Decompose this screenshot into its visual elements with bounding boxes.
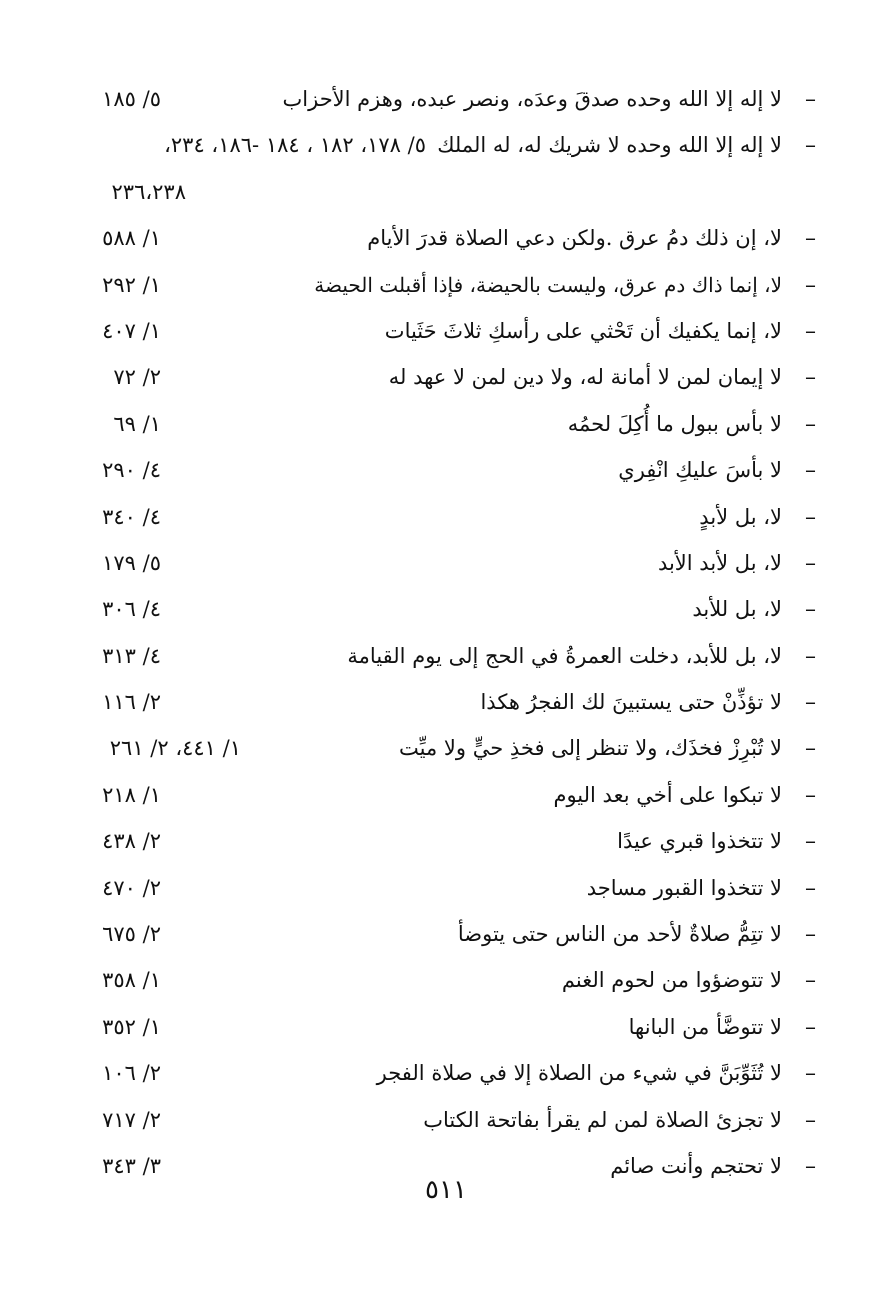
- entry-dash: –: [805, 922, 816, 948]
- entry-dash: –: [805, 1153, 816, 1179]
- index-entry: [70, 496, 816, 542]
- entry-dash: –: [805, 1014, 816, 1040]
- entry-dash: –: [805, 458, 816, 484]
- entry-dash: –: [805, 133, 816, 159]
- index-entry: [70, 588, 816, 634]
- index-entry-continuation: [70, 171, 816, 217]
- entry-text: لا إله إلا الله وحده لا شريك له، له الملك: [437, 133, 782, 158]
- entry-dash: –: [805, 875, 816, 901]
- index-entry: [70, 959, 816, 1005]
- entry-text: لا تُثَوِّبَنَّ في شيء من الصلاة إلا في صلاة الفجر: [376, 1061, 782, 1086]
- index-entry: [70, 820, 816, 866]
- index-entry: [70, 78, 816, 124]
- entry-reference: ٢/ ٦٧٥: [102, 922, 161, 947]
- entry-dash: –: [805, 1061, 816, 1087]
- entry-dash: –: [805, 504, 816, 530]
- entry-text: لا إله إلا الله وحده صدقَ وعدَه، ونصر عبده، وهزم الأحزاب: [282, 87, 782, 111]
- index-entry: [70, 264, 816, 310]
- entry-text: لا تتِمُّ صلاةٌ لأحد من الناس حتى يتوضأ: [457, 922, 782, 947]
- entry-dash: –: [805, 272, 816, 298]
- index-entry: [70, 635, 816, 681]
- index-entry: [70, 913, 816, 959]
- entry-text: لا، إنما ذاك دم عرق، وليست بالحيضة، فإذا أقبلت الحيضة: [314, 272, 782, 297]
- index-entry: [70, 124, 816, 170]
- entry-text: لا تتوضَّأ من البانها: [628, 1014, 782, 1039]
- index-entry: [70, 1099, 816, 1145]
- entry-text: لا تبكوا على أخي بعد اليوم: [553, 782, 782, 807]
- index-entry: [70, 310, 816, 356]
- entry-dash: –: [805, 318, 816, 344]
- entry-reference: ٥/ ١٧٨، ١٨٢ ، ١٨٤ -١٨٦، ٢٣٤،: [164, 133, 426, 158]
- index-entry: [70, 356, 816, 402]
- entry-dash: –: [805, 597, 816, 623]
- entry-reference: ١/ ٣٥٨: [102, 968, 161, 993]
- entry-dash: –: [805, 411, 816, 437]
- index-entry: [70, 403, 816, 449]
- entry-text: لا تجزئ الصلاة لمن لم يقرأ بفاتحة الكتاب: [423, 1107, 782, 1132]
- entry-reference: ١/ ٦٩: [113, 411, 161, 436]
- entry-dash: –: [805, 550, 816, 576]
- entry-reference: ٤/ ٢٩٠: [102, 458, 161, 483]
- entry-text: لا، بل لأبد الأبد: [657, 550, 782, 575]
- entry-dash: –: [805, 226, 816, 252]
- entry-reference: ٢/ ٧٢: [113, 365, 161, 390]
- index-entry: [70, 542, 816, 588]
- index-entry: [70, 727, 816, 773]
- entry-reference: ٥/ ١٨٥: [102, 87, 161, 111]
- entry-reference: ١/ ٢٩٢: [102, 272, 161, 297]
- entry-reference: ٢/ ٤٣٨: [102, 829, 161, 854]
- index-entry: [70, 867, 816, 913]
- entry-dash: –: [805, 690, 816, 716]
- entry-text: لا تُبْرِزْ فخذَك، ولا تنظر إلى فخذِ حيٍّ ولا ميِّت: [399, 736, 782, 761]
- entry-text: لا بأس ببول ما أُكِلَ لحمُه: [567, 411, 782, 436]
- entry-text: لا، بل للأبد، دخلت العمرةُ في الحج إلى يوم القيامة: [347, 643, 782, 668]
- entry-reference: ٥/ ١٧٩: [102, 550, 161, 575]
- entry-dash: –: [805, 365, 816, 391]
- page-number: ٥١١: [425, 1175, 467, 1205]
- entry-dash: –: [805, 643, 816, 669]
- entry-text: لا تتخذوا قبري عيدًا: [617, 829, 782, 854]
- index-entry: [70, 1006, 816, 1052]
- entry-reference: ٢/ ١١٦: [102, 690, 161, 715]
- entry-dash: –: [805, 829, 816, 855]
- index-entry: [70, 449, 816, 495]
- index-entry: [70, 681, 816, 727]
- index-entry: [70, 1052, 816, 1098]
- entry-reference: ١/ ٥٨٨: [102, 226, 161, 251]
- entry-reference: ٢٣٦،٢٣٨: [111, 179, 186, 204]
- entry-dash: –: [805, 782, 816, 808]
- entry-text: لا، إنما يكفيك أن تَحْثي على رأسكِ ثلاثَ حَثَيات: [384, 318, 782, 343]
- entry-reference: ٤/ ٣٤٠: [102, 504, 161, 529]
- entry-text: لا، إن ذلك دمُ عرق .ولكن دعي الصلاة قدرَ الأيام: [367, 226, 782, 251]
- entry-text: لا تتوضؤوا من لحوم الغنم: [561, 968, 782, 993]
- entry-reference: ١/ ٤٠٧: [102, 318, 161, 343]
- entry-reference: ١/ ٤٤١، ٢/ ٢٦١: [109, 736, 241, 761]
- entry-text: لا، بل لأبدٍ: [699, 504, 782, 529]
- entry-text: لا، بل للأبد: [692, 597, 782, 622]
- index-entries: [70, 78, 816, 1191]
- entry-dash: –: [805, 87, 816, 112]
- entry-reference: ٢/ ٤٧٠: [102, 875, 161, 900]
- entry-text: لا تحتجم وأنت صائم: [610, 1153, 782, 1178]
- entry-reference: ٤/ ٣١٣: [102, 643, 161, 668]
- entry-text: لا تؤذِّنْ حتى يستبينَ لك الفجرُ هكذا: [480, 690, 782, 715]
- index-entry: [70, 774, 816, 820]
- entry-reference: ٢/ ١٠٦: [102, 1061, 161, 1086]
- entry-text: لا تتخذوا القبور مساجد: [586, 875, 782, 900]
- entry-reference: ١/ ٣٥٢: [102, 1014, 161, 1039]
- entry-reference: ٢/ ٧١٧: [102, 1107, 161, 1132]
- entry-reference: ١/ ٢١٨: [102, 782, 161, 807]
- entry-dash: –: [805, 968, 816, 994]
- entry-text: لا بأسَ عليكِ انْفِري: [618, 458, 782, 483]
- entry-dash: –: [805, 1107, 816, 1133]
- entry-dash: –: [805, 736, 816, 762]
- entry-reference: ٤/ ٣٠٦: [102, 597, 161, 622]
- entry-text: لا إيمان لمن لا أمانة له، ولا دين لمن لا عهد له: [388, 365, 782, 390]
- index-entry: [70, 217, 816, 263]
- entry-reference: ٣/ ٣٤٣: [102, 1153, 161, 1178]
